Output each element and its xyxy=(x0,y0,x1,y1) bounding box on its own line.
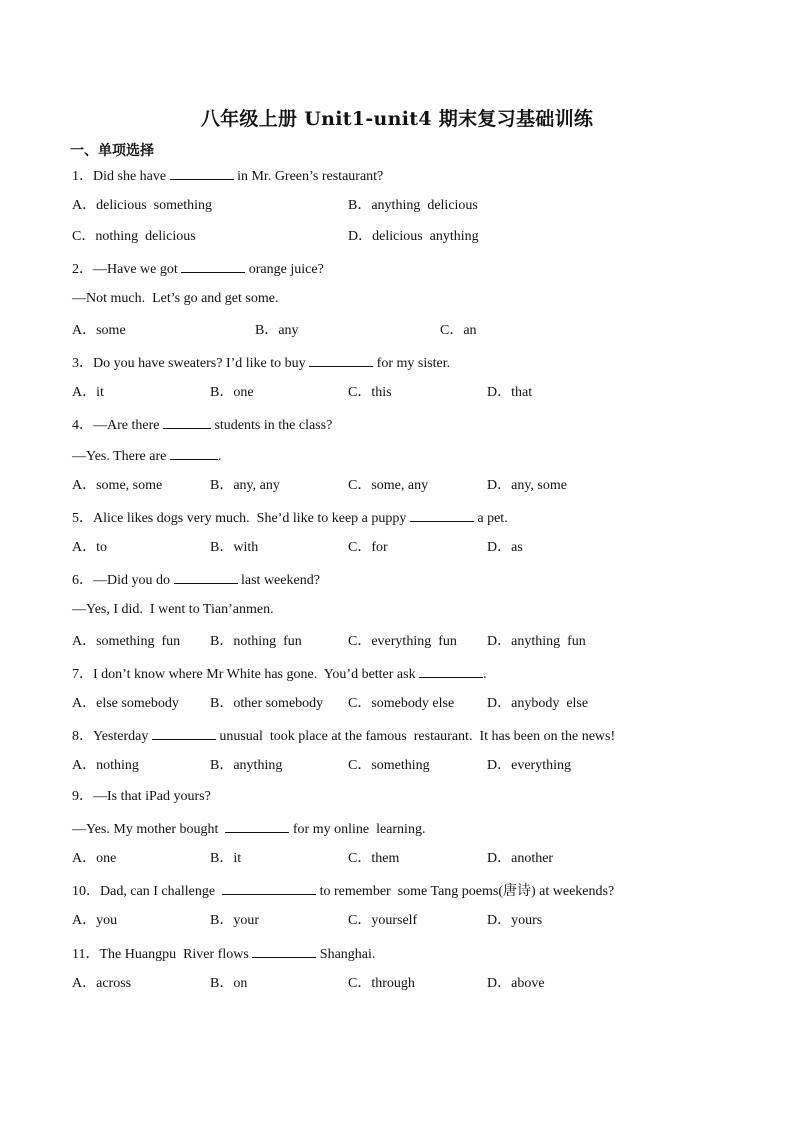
stem-text: . xyxy=(483,666,487,682)
answer-option: C．nothing delicious xyxy=(72,229,196,245)
question-stem xyxy=(72,788,211,806)
answer-option: C．through xyxy=(348,975,415,991)
answer-option: D．any, some xyxy=(487,478,567,493)
answer-blank xyxy=(170,166,234,180)
answer-blank xyxy=(252,944,316,958)
stem-text: unusual took place at the famous restaurant. It has been on the news! xyxy=(215,728,616,744)
answer-option: B．other somebody xyxy=(210,695,324,711)
answer-option: D．anybody else xyxy=(487,695,589,711)
stem-text: 8．Yesterday xyxy=(72,728,152,744)
answer-blank xyxy=(222,881,316,895)
answer-option: A．you xyxy=(72,913,118,929)
section-heading: 一、单项选择 xyxy=(70,143,154,159)
stem-text: Shanghai. xyxy=(316,946,376,962)
stem-text: 10．Dad, can I challenge xyxy=(72,884,223,900)
stem-text: students in the class? xyxy=(210,417,333,433)
answer-option: C．everything fun xyxy=(348,633,457,649)
question-stem xyxy=(72,259,324,277)
stem-text: a pet. xyxy=(473,511,508,527)
answer-option: D．delicious anything xyxy=(348,229,479,245)
question-stem xyxy=(72,446,221,464)
stem-text: 9．—Is that iPad yours? xyxy=(72,789,211,804)
answer-option: B．nothing fun xyxy=(210,633,302,649)
answer-option: C．this xyxy=(348,384,392,400)
question-stem xyxy=(72,290,278,308)
answer-option: C．for xyxy=(348,540,388,556)
answer-option: A．delicious something xyxy=(72,198,212,214)
question-stem xyxy=(72,726,615,744)
stem-text: 2．—Have we got xyxy=(72,262,182,278)
question-stem xyxy=(72,944,375,962)
answer-option: A．across xyxy=(72,975,132,991)
stem-text: 6．—Did you do xyxy=(72,573,174,589)
answer-option: B．anything xyxy=(210,757,283,773)
answer-option: B．one xyxy=(210,384,254,400)
stem-text: orange juice? xyxy=(245,262,324,278)
answer-option: B．any xyxy=(255,322,299,338)
answer-option: C．some, any xyxy=(348,478,429,493)
answer-blank xyxy=(419,664,483,678)
stem-text: 1．Did she have xyxy=(72,169,170,184)
answer-blank xyxy=(163,415,211,429)
answer-blank xyxy=(152,726,216,740)
answer-option: B．any, any xyxy=(210,478,280,493)
answer-option: A．something fun xyxy=(72,633,181,649)
answer-option: A．some, some xyxy=(72,478,163,493)
stem-text: in Mr. Green’s restaurant? xyxy=(233,169,384,184)
answer-option: D．everything xyxy=(487,757,571,773)
question-stem xyxy=(72,508,508,526)
answer-option: A．one xyxy=(72,851,117,867)
answer-option: B．anything delicious xyxy=(348,198,478,214)
stem-text: 11．The Huangpu River flows xyxy=(72,946,253,962)
answer-blank xyxy=(174,570,238,584)
answer-option: A．some xyxy=(72,322,126,338)
answer-option: C．them xyxy=(348,851,400,867)
stem-text: —Yes. My mother bought xyxy=(72,822,226,838)
answer-option: A．it xyxy=(72,384,104,400)
answer-option: D．yours xyxy=(487,913,543,929)
answer-blank xyxy=(170,446,218,460)
question-stem xyxy=(72,570,320,588)
stem-text: . xyxy=(217,448,222,464)
page-title: 八年级上册 Unit1-unit4 期末复习基础训练 xyxy=(200,108,594,130)
question-stem xyxy=(72,166,383,184)
answer-option: D．that xyxy=(487,384,533,400)
answer-option: D．another xyxy=(487,851,554,867)
answer-option: A．nothing xyxy=(72,757,139,773)
answer-option: C．something xyxy=(348,757,430,773)
stem-text: —Yes, I did. I went to Tian’anmen. xyxy=(72,602,274,618)
answer-option: C．an xyxy=(440,322,477,338)
stem-text: 5．Alice likes dogs very much. She’d like to keep a puppy xyxy=(72,511,410,527)
question-stem xyxy=(72,664,487,682)
stem-text: 7．I don’t know where Mr White has gone. You’d better ask xyxy=(72,666,420,682)
answer-blank xyxy=(181,259,245,273)
question-stem xyxy=(72,601,274,619)
answer-option: B．on xyxy=(210,975,248,991)
answer-option: C．somebody else xyxy=(348,695,455,711)
question-stem xyxy=(72,881,614,899)
stem-text: last weekend? xyxy=(237,573,320,589)
answer-option: A．else somebody xyxy=(72,695,179,711)
stem-text: 3．Do you have sweaters? I’d like to buy xyxy=(72,355,310,371)
answer-blank xyxy=(309,353,373,367)
answer-option: A．to xyxy=(72,540,107,556)
stem-text: —Yes. There are xyxy=(72,448,170,464)
stem-text: to remember some Tang poems(唐诗) at weekends? xyxy=(316,884,615,900)
stem-text: for my sister. xyxy=(373,355,451,371)
stem-text: 4．—Are there xyxy=(72,417,163,433)
question-stem xyxy=(72,353,450,371)
stem-text: for my online learning. xyxy=(289,822,426,838)
answer-option: D．as xyxy=(487,540,523,556)
answer-option: C．yourself xyxy=(348,913,418,929)
answer-option: B．with xyxy=(210,540,259,556)
answer-blank xyxy=(410,508,474,522)
answer-option: B．it xyxy=(210,851,242,867)
answer-blank xyxy=(225,819,289,833)
answer-option: D．anything fun xyxy=(487,633,586,649)
question-stem xyxy=(72,819,425,837)
answer-option: B．your xyxy=(210,913,259,929)
answer-option: D．above xyxy=(487,975,545,991)
question-stem xyxy=(72,415,332,433)
stem-text: —Not much. Let’s go and get some. xyxy=(72,291,279,307)
